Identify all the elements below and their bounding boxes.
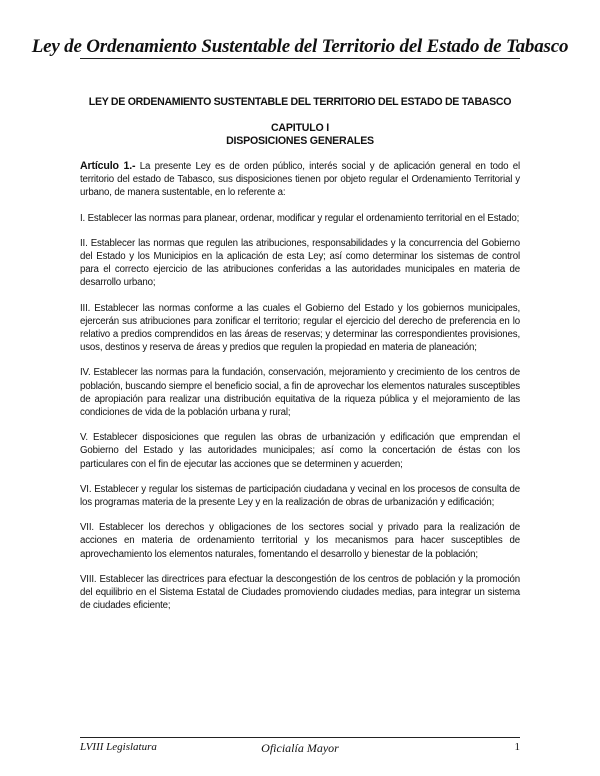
article-1-paragraph bbox=[80, 160, 520, 200]
chapter-heading bbox=[80, 122, 520, 148]
list-item-3: III. Establecer las normas conforme a las cuales el Gobierno del Estado y los gobiernos municipales, ejercerán sus atribuciones para zonificar el territorio; regular el ejercicio del derecho de preferencia en lo relativo a predios comprendidos en las áreas de reservas; y determinar las correspondientes provisiones, usos, destinos y reserva de áreas y predios que regulen la propiedad en materia de planeación; bbox=[80, 302, 520, 354]
list-item-2: II. Establecer las normas que regulen las atribuciones, responsabilidades y la concurrencia del Gobierno del Estado y los Municipios en la aplicación de esta Ley; así como determinar los sistemas de control para el correcto ejercicio de las atribuciones conferidas a las autoridades municipales en materia de desarrollo urbano; bbox=[80, 237, 520, 289]
footer-legislature: LVIII Legislatura bbox=[80, 741, 157, 753]
article-label: Artículo 1.- bbox=[80, 160, 136, 172]
running-header-title: Ley de Ordenamiento Sustentable del Territorio del Estado de Tabasco bbox=[31, 36, 569, 57]
list-item-5: V. Establecer disposiciones que regulen las obras de urbanización y edificación que emprendan el Gobierno del Estado y las autoridades municipales; así como la concertación de éstas con los particulares con el fin de ejecutar las acciones que se determinen y acuerden; bbox=[80, 432, 520, 470]
chapter-subtitle: DISPOSICIONES GENERALES bbox=[226, 135, 374, 147]
list-item-1: I. Establecer las normas para planear, ordenar, modificar y regular el ordenamiento territorial en el Estado; bbox=[80, 212, 520, 224]
footer-office: Oficialía Mayor bbox=[261, 741, 339, 755]
list-item-6: VI. Establecer y regular los sistemas de participación ciudadana y vecinal en los procesos de consulta de los programas materia de la presente Ley y en la realización de obras de urbanización y edificación; bbox=[80, 483, 520, 509]
header-divider bbox=[80, 58, 520, 59]
article-text: La presente Ley es de orden público, interés social y de aplicación general en todo el territorio del estado de Tabasco, sus disposiciones tienen por objeto regular el Ordenamiento Territorial y urbano, de manera sustentable, en lo referente a: bbox=[80, 161, 520, 199]
chapter-number: CAPITULO I bbox=[270, 122, 330, 134]
list-item-7: VII. Establecer los derechos y obligaciones de los sectores social y privado para la realización de acciones en materia de ordenamiento territorial y los mecanismos para hacer susceptibles de aprovechamiento los elementos naturales, fomentando el desarrollo y bienestar de la población; bbox=[80, 522, 520, 560]
footer-divider bbox=[80, 737, 520, 738]
document-body bbox=[80, 160, 520, 624]
list-item-8: VIII. Establecer las directrices para efectuar la descongestión de los centros de población y la promoción del equilibrio en el Sistema Estatal de Ciudades promoviendo ciudades medias, para integrar un sistema de ciudades eficiente; bbox=[80, 573, 520, 612]
document-title: LEY DE ORDENAMIENTO SUSTENTABLE DEL TERRITORIO DEL ESTADO DE TABASCO bbox=[88, 96, 512, 108]
list-item-4: IV. Establecer las normas para la fundación, conservación, mejoramiento y crecimiento de los centros de población, buscando siempre el beneficio social, a fin de aprovechar los elementos naturales susceptibles de apropiación para realizar una distribución equitativa de la riqueza pública y el mejoramiento de las condiciones de vida de la población urbana y rural; bbox=[80, 367, 520, 419]
page-number: 1 bbox=[514, 741, 520, 753]
